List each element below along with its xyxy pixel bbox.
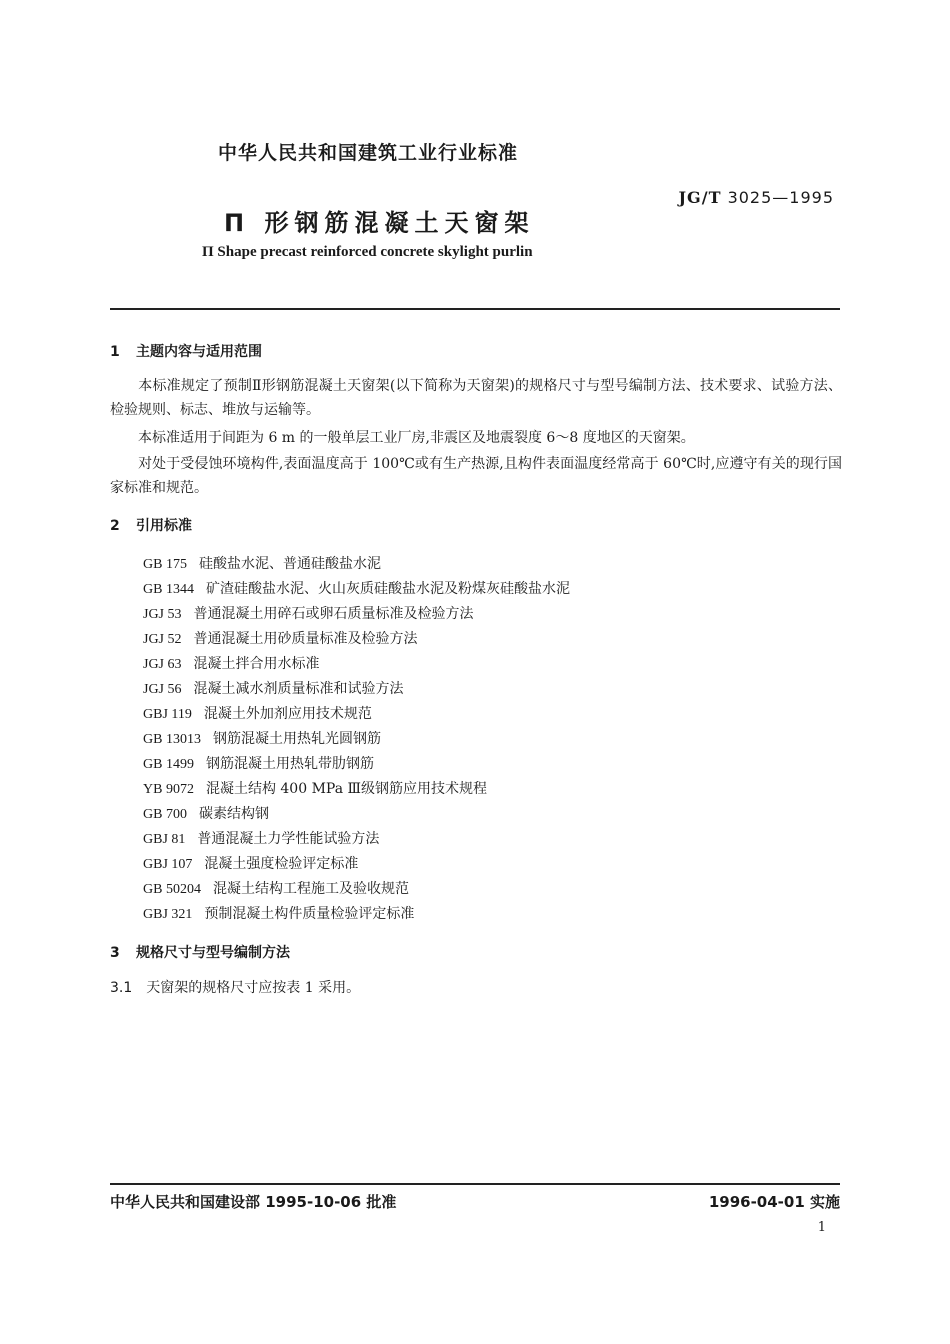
standard-code: 3025—1995 (727, 188, 834, 207)
section-1-paragraph-1: 本标准规定了预制Ⅱ形钢筋混凝土天窗架(以下简称为天窗架)的规格尺寸与型号编制方法、技术要求、试验方法、检验规则、标志、堆放与运输等。 (110, 378, 842, 418)
header-divider (110, 308, 840, 310)
section-number: 1 (110, 344, 120, 360)
reference-item: GB 50204 混凝土结构工程施工及验收规范 (143, 881, 409, 897)
clause-3-1 (110, 977, 360, 997)
section-title: 主题内容与适用范围 (136, 344, 262, 360)
reference-item: JGJ 52 普通混凝土用砂质量标准及检验方法 (143, 631, 418, 647)
section-1-paragraph-3: 对处于受侵蚀环境构件,表面温度高于 100℃或有生产热源,且构件表面温度经常高于 60℃时,应遵守有关的现行国家标准和规范。 (110, 456, 842, 496)
clause-text: 天窗架的规格尺寸应按表 1 采用。 (146, 980, 361, 996)
section-number: 2 (110, 518, 120, 534)
reference-item: GB 700 碳素结构钢 (143, 806, 269, 822)
document-title-cn: Π 形钢筋混凝土天窗架 (224, 209, 535, 237)
standard-number (678, 188, 834, 207)
section-2-heading (110, 515, 192, 535)
reference-item: GB 1344 矿渣硅酸盐水泥、火山灰质硅酸盐水泥及粉煤灰硅酸盐水泥 (143, 581, 570, 597)
document-title-en: Π Shape precast reinforced concrete skylight purlin (202, 244, 533, 260)
reference-item: GBJ 321 预制混凝土构件质量检验评定标准 (143, 906, 415, 922)
reference-item: GBJ 119 混凝土外加剂应用技术规范 (143, 706, 372, 722)
section-number: 3 (110, 945, 120, 961)
reference-item: GB 175 硅酸盐水泥、普通硅酸盐水泥 (143, 556, 381, 572)
section-title: 规格尺寸与型号编制方法 (136, 945, 290, 961)
issuing-organization: 中华人民共和国建筑工业行业标准 (218, 142, 519, 164)
reference-item: GBJ 107 混凝土强度检验评定标准 (143, 856, 359, 872)
approval-statement: 中华人民共和国建设部 1995-10-06 批准 (110, 1193, 397, 1211)
reference-item: JGJ 56 混凝土减水剂质量标准和试验方法 (143, 681, 404, 697)
section-1-paragraph-2: 本标准适用于间距为 6 m 的一般单层工业厂房,非震区及地震裂度 6～8 度地区的天窗架。 (138, 430, 695, 446)
section-1-heading (110, 341, 262, 361)
reference-item: GB 1499 钢筋混凝土用热轧带肋钢筋 (143, 756, 374, 772)
reference-item: GB 13013 钢筋混凝土用热轧光圆钢筋 (143, 731, 381, 747)
reference-item: JGJ 63 混凝土拌合用水标准 (143, 656, 320, 672)
effective-date: 1996-04-01 实施 (708, 1193, 840, 1211)
footer-divider (110, 1183, 840, 1185)
standard-prefix: JG/T (678, 188, 722, 207)
reference-item: GBJ 81 普通混凝土力学性能试验方法 (143, 831, 380, 847)
section-title: 引用标准 (136, 518, 192, 534)
reference-item: JGJ 53 普通混凝土用碎石或卵石质量标准及检验方法 (143, 606, 474, 622)
reference-list (143, 552, 570, 927)
reference-item: YB 9072 混凝土结构 400 MPa Ⅲ级钢筋应用技术规程 (143, 781, 487, 797)
section-3-heading (110, 942, 290, 962)
page-number: 1 (817, 1220, 826, 1235)
clause-number: 3.1 (110, 980, 133, 996)
